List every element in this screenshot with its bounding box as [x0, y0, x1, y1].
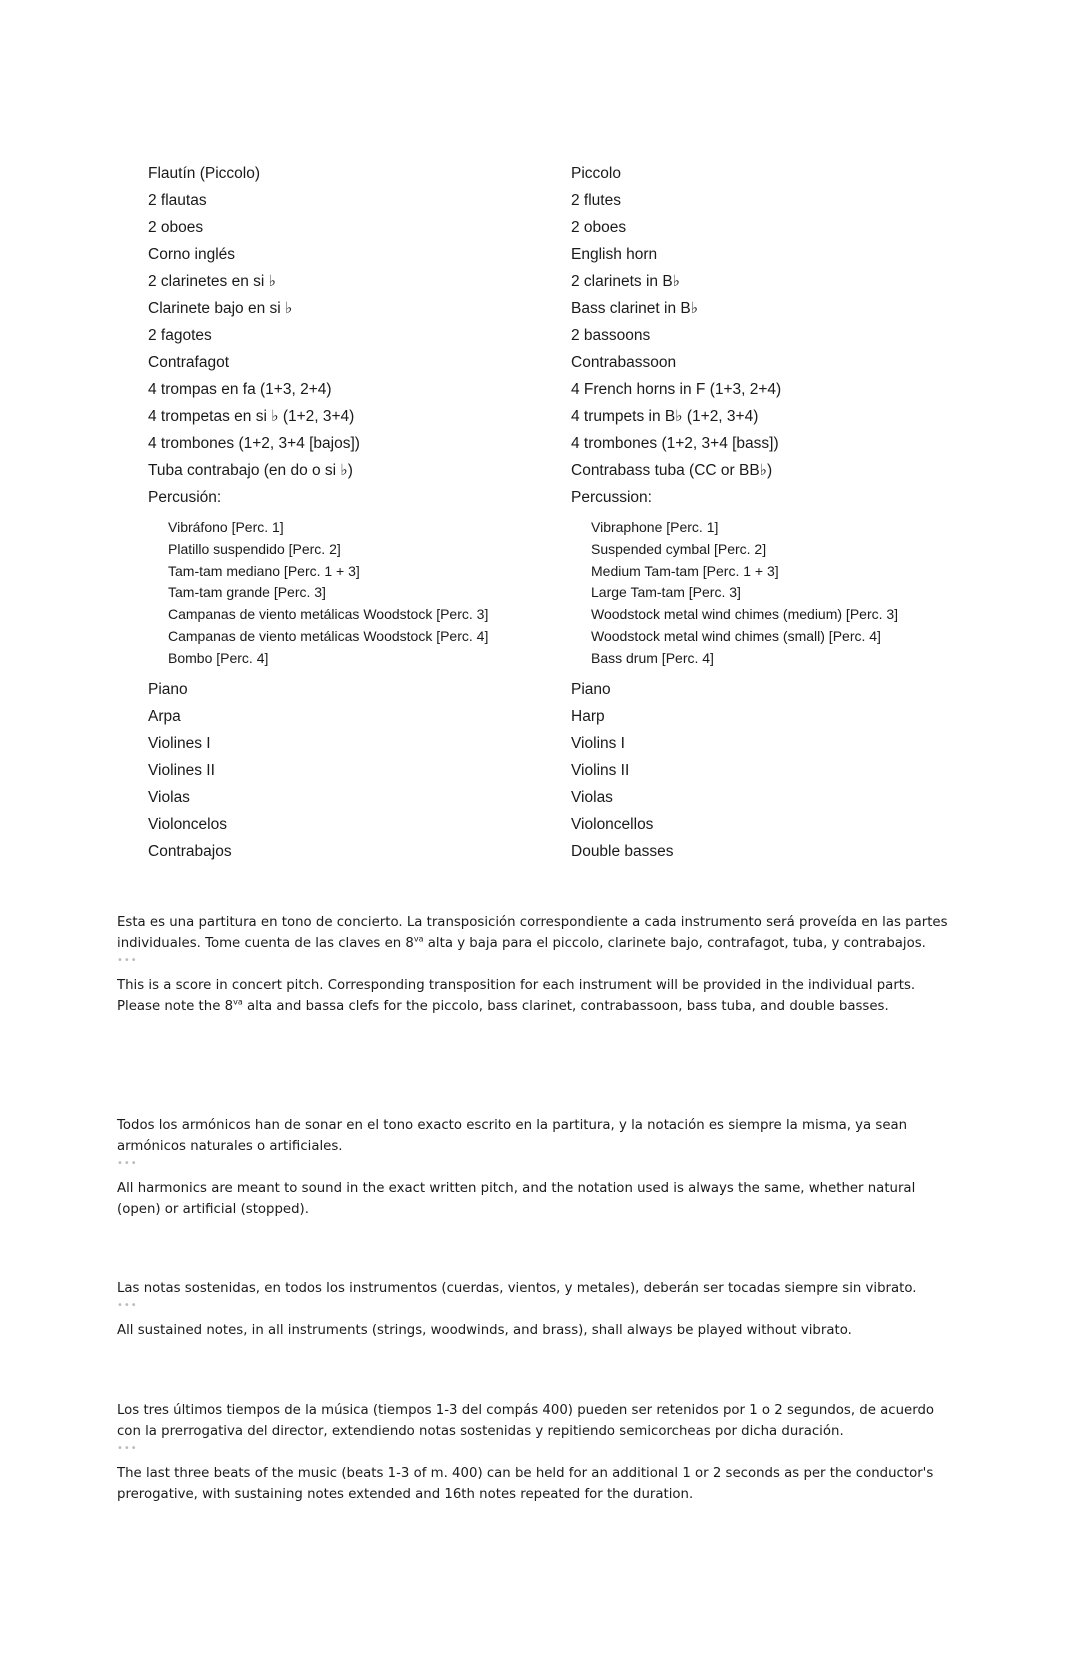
instrument-item: Double basses: [571, 842, 674, 860]
instrument-item: Violas: [571, 788, 613, 806]
percussion-item: Large Tam-tam [Perc. 3]: [591, 584, 741, 601]
percussion-item: Tam-tam grande [Perc. 3]: [168, 584, 326, 601]
instrument-item: Flautín (Piccolo): [148, 165, 260, 182]
percussion-item: Bombo [Perc. 4]: [168, 649, 269, 666]
instrument-item: Contrabajos: [148, 842, 232, 860]
note-text-en: All harmonics are meant to sound in the exact written pitch, and the notation used is always the same, whether natural (open) or artificial (stopped).: [117, 1181, 916, 1217]
instrument-item: Violins II: [571, 761, 630, 779]
instrument-item: Clarinete bajo en si ♭: [148, 300, 293, 317]
instrument-item: Arpa: [148, 707, 181, 725]
separator-dots: •••: [117, 1158, 138, 1169]
instrument-item: Tuba contrabajo (en do o si ♭): [148, 462, 353, 479]
instrument-item: Violas: [148, 788, 190, 806]
separator-dots: •••: [117, 1300, 138, 1311]
instrumentation-english: [571, 160, 971, 865]
note-text-en: The last three beats of the music (beats 1-3 of m. 400) can be held for an additional 1 or 2 seconds as per the conductor's prerogative, with sustaining notes extended and 16th notes repeated for the duration.: [117, 1466, 934, 1502]
percussion-heading: Percussion:: [571, 489, 652, 506]
instrumentation-spanish: [148, 160, 548, 865]
note-concert-pitch: [117, 912, 977, 1017]
percussion-item: Campanas de viento metálicas Woodstock [Perc. 4]: [168, 627, 489, 644]
instrument-item: Corno inglés: [148, 246, 236, 263]
instrument-item: 2 fagotes: [148, 327, 212, 344]
separator-dots: •••: [117, 1443, 138, 1454]
instrument-item: 2 oboes: [148, 219, 204, 236]
instrument-item: 4 trumpets in B♭ (1+2, 3+4): [571, 408, 759, 425]
note-vibrato: [117, 1278, 977, 1341]
separator-dots: •••: [117, 955, 138, 966]
note-text-es: Los tres últimos tiempos de la música (tiempos 1-3 del compás 400) pueden ser retenidos por 1 o 2 segundos, de acuerdo con la prerrogativa del director, extendiendo notas sostenidas y repitiendo semicorcheas por dicha duración.: [117, 1403, 935, 1439]
instrument-item: Violoncelos: [148, 815, 227, 833]
note-text-es: Las notas sostenidas, en todos los instrumentos (cuerdas, vientos, y metales), deberán ser tocadas siempre sin vibrato.: [117, 1281, 917, 1296]
note-text-es: Todos los armónicos han de sonar en el tono exacto escrito en la partitura, y la notación es siempre la misma, ya sean armónicos naturales o artificiales.: [117, 1118, 908, 1154]
percussion-item: Vibraphone [Perc. 1]: [591, 519, 719, 535]
instrument-item: Violines I: [148, 734, 211, 752]
instrument-item: 4 trompetas en si ♭ (1+2, 3+4): [148, 408, 355, 425]
percussion-item: Platillo suspendido [Perc. 2]: [168, 540, 341, 557]
percussion-item: Campanas de viento metálicas Woodstock [Perc. 3]: [168, 606, 489, 623]
instrument-item: 2 oboes: [571, 219, 627, 236]
note-text-en: This is a score in concert pitch. Corresponding transposition for each instrument will be provided in the individual parts. Please note the $8^{va}$ alta and bassa clefs for the piccolo, bass clarinet, contrabassoon, bass tuba, and double basses.: [117, 978, 916, 1014]
instrument-item: Piccolo: [571, 165, 621, 182]
note-text-es: Esta es una partitura en tono de concierto. La transposición correspondiente a cada instrumento será proveída en las partes individuales. Tome cuenta de las claves en $8^{va}$ alta y baja para el piccolo, clarinete bajo, contrafagot, tuba, y contrabajos.: [117, 915, 948, 951]
instrument-item: Piano: [571, 680, 611, 698]
instrument-item: 4 trombones (1+2, 3+4 [bajos]): [148, 435, 360, 452]
percussion-list: [148, 517, 548, 670]
instrument-item: 2 clarinets in B♭: [571, 273, 680, 290]
instrument-item: 2 flutes: [571, 192, 621, 209]
percussion-heading: Percusión:: [148, 489, 222, 506]
note-harmonics: [117, 1115, 977, 1220]
instrument-item: Harp: [571, 707, 605, 725]
instrument-item: Contrabassoon: [571, 354, 677, 371]
percussion-item: Woodstock metal wind chimes (small) [Perc. 4]: [591, 627, 881, 644]
percussion-item: Vibráfono [Perc. 1]: [168, 519, 284, 535]
instrument-item: Bass clarinet in B♭: [571, 300, 699, 317]
instrument-item: Contrabass tuba (CC or BB♭): [571, 462, 773, 479]
instrument-item: Contrafagot: [148, 354, 229, 371]
instrument-item: 4 trombones (1+2, 3+4 [bass]): [571, 435, 779, 452]
instrument-item: Violins I: [571, 734, 625, 752]
instrument-item: 2 clarinetes en si ♭: [148, 273, 276, 290]
note-last-beats: [117, 1400, 977, 1505]
instrument-item: Violoncellos: [571, 815, 654, 833]
instrument-item: Piano: [148, 680, 188, 698]
instrument-item: 4 trompas en fa (1+3, 2+4): [148, 381, 332, 398]
percussion-item: Tam-tam mediano [Perc. 1 + 3]: [168, 562, 360, 579]
instrument-item: English horn: [571, 246, 658, 263]
note-text-en: All sustained notes, in all instruments (strings, woodwinds, and brass), shall always be played without vibrato.: [117, 1323, 852, 1338]
percussion-item: Suspended cymbal [Perc. 2]: [591, 540, 767, 557]
percussion-item: Woodstock metal wind chimes (medium) [Perc. 3]: [591, 606, 899, 623]
percussion-item: Bass drum [Perc. 4]: [591, 649, 714, 666]
percussion-list: [571, 517, 971, 670]
instrument-item: 2 flautas: [148, 192, 207, 209]
instrument-item: 2 bassoons: [571, 327, 651, 344]
instrument-item: Violines II: [148, 761, 215, 779]
percussion-item: Medium Tam-tam [Perc. 1 + 3]: [591, 562, 779, 579]
instrument-item: 4 French horns in F (1+3, 2+4): [571, 381, 782, 398]
